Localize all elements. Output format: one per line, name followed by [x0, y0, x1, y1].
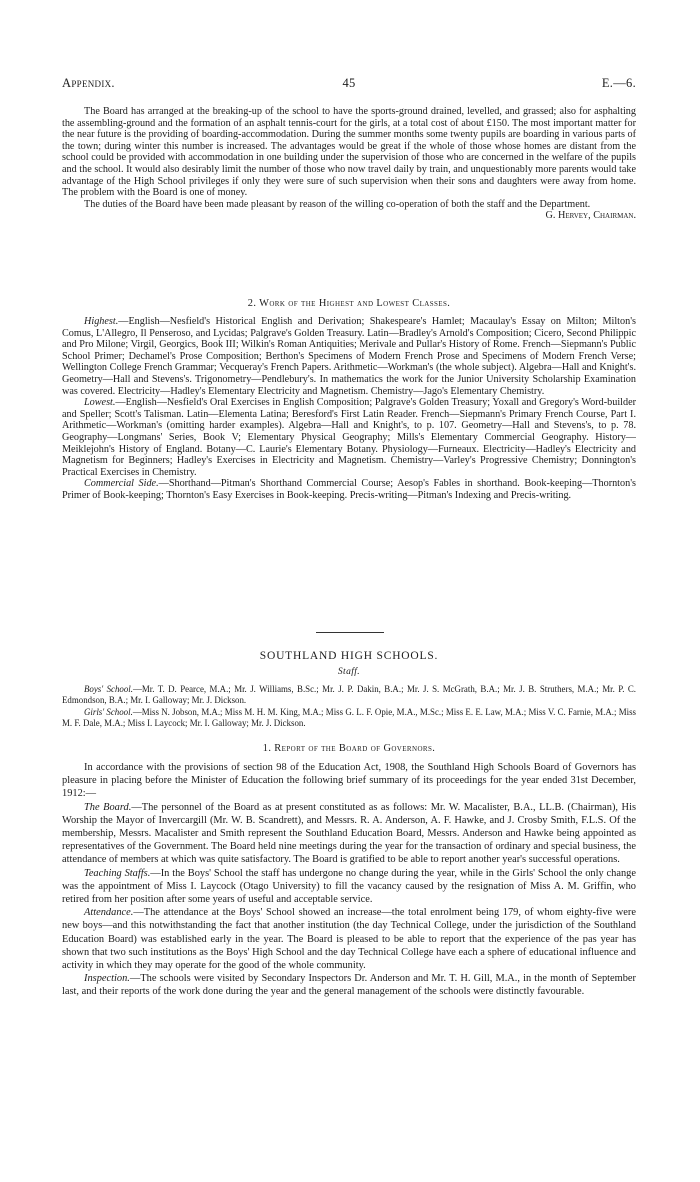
teaching-label: Teaching Staffs. [84, 867, 151, 879]
report-body [62, 761, 636, 999]
southland-title: SOUTHLAND HIGH SCHOOLS. [259, 650, 439, 662]
commercial-label: Commercial Side. [84, 478, 159, 490]
girls-school-label: Girls' School. [84, 706, 133, 717]
attendance-paragraph [62, 906, 636, 972]
section-2-heading: 2. Work of the Highest and Lowest Classes. [247, 298, 451, 309]
lowest-text: —English—Nesfield's Oral Exercises in English Composition; Palgrave's Golden Treasury; Yoxall and Gregory's Word-builder and Speller; Scott's Talisman. Latin—Elementa Latina; Beresford's First Latin Reader. French—Siepmann's Primary French Course, Part I. Arithmetic—Workman's (omitting harder examples). Algebra—Hall and Knight's, to p. 107. Geometry—Hall and Stevens's, to p. 78. Geography—Longmans' Series, Book V; Elementary Physical Geography; Mills's Elementary Commercial Geography. History—Meiklejohn's History of England. Botany—C. Laurie's Elementary Botany. Physiology—Furneaux. Electricity—Hadley's Electricity and Magnetism for Beginners; Hadley's Exercises in Electricity and Magnetism. Chemistry—Varley's Progressive Chemistry; Donnington's Practical Exercises in Chemistry. [62, 397, 636, 478]
boys-school-text: —Mr. T. D. Pearce, M.A.; Mr. J. Williams, B.Sc.; Mr. J. P. Dakin, B.A.; Mr. J. S. McGrath, B.A.; Mr. J. B. Struthers, M.A.; Mr. P. C. Edmondson, B.A.; Mr. I. Galloway; Mr. J. Dickson. [62, 684, 636, 706]
header-reference: E.—6. [601, 76, 636, 90]
page-header [62, 76, 636, 94]
inspection-paragraph [62, 972, 636, 998]
lowest-label: Lowest. [84, 397, 116, 409]
girls-school-text: —Miss N. Jobson, M.A.; Miss M. H. M. King, M.A.; Miss G. L. F. Opie, M.A., M.Sc.; Miss E. E. Law, M.A.; Miss V. C. Farnie, M.A.; Miss M. F. Dale, M.A.; Miss I. Laycock; Mr. I. Galloway; Mr. J. Dickson. [62, 706, 636, 729]
inspection-text: —The schools were visited by Secondary Inspectors Dr. Anderson and Mr. T. H. Gill, M.A., in the month of September last, and their reports of the work done during the year and the general management of the schools were distinctly favourable. [62, 973, 636, 998]
intro-paragraph-2-text: The duties of the Board have been made pleasant by reason of the willing co-operation of both the staff and the Department. [84, 198, 591, 210]
section-divider [316, 632, 384, 633]
board-label: The Board. [84, 801, 132, 813]
boys-school-staff [62, 684, 636, 707]
commercial-side-paragraph [62, 478, 636, 501]
signature: G. Hervey, Chairman. [545, 210, 636, 222]
report-intro-paragraph: In accordance with the provisions of section 98 of the Education Act, 1908, the Southland High Schools Board of Governors has pleasure in placing before the Minister of Education the following brief summary of its proceedings for the year ended 31st December, 1912:— [62, 762, 636, 800]
staff-list [62, 684, 636, 730]
report-heading: 1. Report of the Board of Governors. [262, 743, 436, 754]
staff-heading [62, 667, 636, 677]
intro-paragraph-2 [62, 198, 636, 222]
teaching-staffs-paragraph [62, 867, 636, 907]
section-2-body [62, 316, 636, 502]
lowest-classes-paragraph [62, 397, 636, 478]
highest-classes-paragraph [62, 316, 636, 397]
intro-paragraph-1: The Board has arranged at the breaking-up of the school to have the sports-ground drained, levelled, and grassed; also for asphalting the assembling-ground and the formation of an asphalt tennis-court for the girls, at a total cost of about £150. The most important matter for the near future is the providing of boarding-accommodation. During the summer months some twenty pupils are boarding in various parts of the town; during winter this number is increased. The advantages would be great if the whole of those whose homes are distant from the school could be provided with accommodation in one building under the supervision of those who are concerned in the welfare of the pupils and the school. It would also desirably limit the number of those who now travel daily by train, and unquestionably more parents would take advantage of the High School privileges if only they were sure of such supervision when their sons and daughters were away from home. The problem with the Board is one of money. [62, 106, 636, 199]
intro-section [62, 106, 636, 222]
attendance-label: Attendance. [84, 907, 134, 919]
attendance-text: —The attendance at the Boys' School showed an increase—the total enrolment being 179, of whom eighty-five were new boys—and this notwithstanding the fact that another institution (the day Technical College, under the jurisdiction of the Southland Education Board) was established early in the year. The Board is pleased to be able to report that the experience of the pas year has shown that two such institutions as the Boys' High School and the day Technical College have each a sphere of educational influence and activity in which they may operate for the good of the whole community. [62, 907, 636, 972]
page-number: 45 [342, 76, 356, 90]
header-appendix: Appendix. [62, 76, 115, 90]
highest-text: —English—Nesfield's Historical English and Derivation; Shakespeare's Hamlet; Macaulay's Essay on Milton; Milton's Comus, L'Allegro, Il Penseroso, and Lycidas; Palgrave's Golden Treasury. Latin—Bradley's Arnold's Composition; Cicero, Second Philippic and Pro Milone; Virgil, Georgics, Book III; Wilkin's Roman Antiquities; Merivale and Pullar's History of Rome. French—Siepmann's Public School Primer; Dechamel's Prose Composition; Berthon's Specimens of Modern French Prose and Specimens of Modern French Verse; Wellington College French Grammar; Vecqueray's French Papers. Arithmetic—Workman's (the whole subject). Algebra—Hall and Knight's. Geometry—Hall and Stevens's. Trigonometry—Pendlebury's. In mathematics the work for the Junior University Scholarship Examination was covered. Electricity—Hadley's Elementary Electricity and Magnetism. Chemistry—Jago's Elementary Chemistry. [62, 316, 636, 397]
teaching-text: —In the Boys' School the staff has undergone no change during the year, while in the Girls' School the only change was the appointment of Miss I. Laycock (Otago University) to fill the vacancy caused by the resignation of Miss A. M. Griffin, who retired from her position after some years of useful and acceptable service. [62, 867, 636, 906]
board-text: —The personnel of the Board as at present constituted as as follows: Mr. W. Macalister, B.A., LL.B. (Chairman), His Worship the Mayor of Invercargill (Mr. W. B. Scandrett), and Messrs. R. A. Anderson, A. F. Hawke, and J. Crosby Smith, F.L.S. Of the membership, Messrs. Macalister and Smith represent the Southland Education Board, Messrs. Anderson and Hawke being appointed as representatives of the Government. The Board held nine meetings during the year for the transaction of ordinary and special business, the attendance of members at which was quite satisfactory. The Board is gratified to be able to report another year's successful operations. [62, 801, 636, 866]
inspection-label: Inspection. [84, 973, 130, 985]
highest-label: Highest. [84, 316, 119, 327]
staff-heading-text: Staff. [337, 667, 361, 677]
board-paragraph [62, 801, 636, 867]
girls-school-staff [62, 707, 636, 730]
boys-school-label: Boys' School. [84, 684, 133, 694]
commercial-text: —Shorthand—Pitman's Shorthand Commercial Course; Aesop's Fables in shorthand. Book-keeping—Thornton's Primer of Book-keeping; Thornton's Easy Exercises in Book-keeping. Precis-writing—Pitman's Indexing and Precis-writing. [62, 478, 636, 501]
